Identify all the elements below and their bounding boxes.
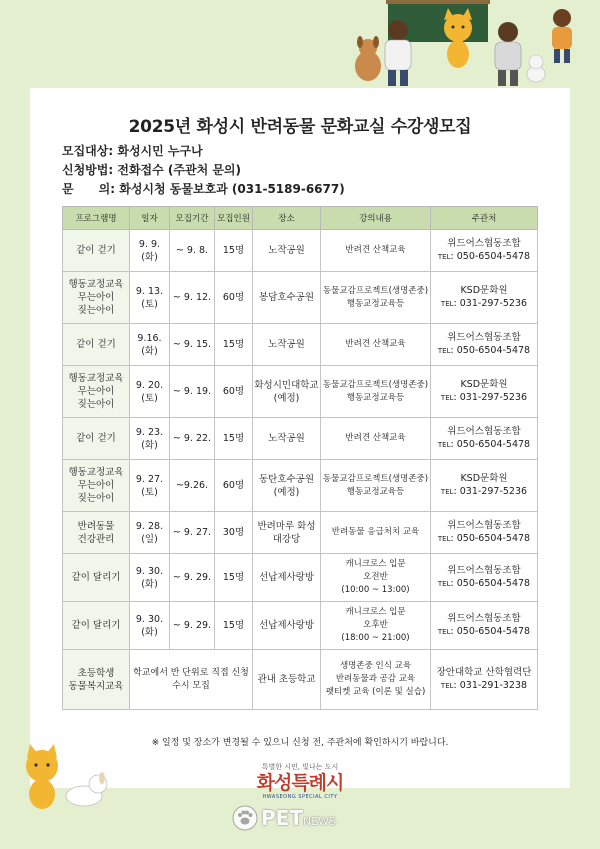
cell-capacity: 60명 — [215, 460, 253, 512]
organizer-tel: TEL: 031-291-3238 — [440, 680, 528, 691]
cell-date: 9. 23. (화) — [130, 418, 170, 460]
cell-place: 관내 초등학교 — [253, 650, 321, 710]
cell-capacity: 60명 — [215, 272, 253, 324]
cell-organizer — [431, 418, 538, 460]
header-capacity: 모집인원 — [215, 207, 253, 230]
cell-program: 행동교정교육 무는아이 짖는아이 — [63, 272, 130, 324]
organizer-name: 위드어스협동조합 — [447, 565, 521, 576]
cell-organizer — [431, 650, 538, 710]
cell-capacity: 30명 — [215, 512, 253, 554]
cell-place: 봉담호수공원 — [253, 272, 321, 324]
cell-date: 9.16. (화) — [130, 324, 170, 366]
cell-period: ~ 9. 27. — [170, 512, 215, 554]
cell-organizer — [431, 602, 538, 650]
cell-organizer — [431, 554, 538, 602]
cell-program: 같이 걷기 — [63, 230, 130, 272]
city-logo — [0, 762, 600, 800]
cell-capacity: 15명 — [215, 602, 253, 650]
organizer-name: 장안대학교 산학협력단 — [436, 667, 532, 678]
cell-period: ~ 9. 15. — [170, 324, 215, 366]
header-date: 일자 — [130, 207, 170, 230]
cell-program: 초등학생 동물복지교육 — [63, 650, 130, 710]
cell-place: 화성시민대학교 (예정) — [253, 366, 321, 418]
table-row — [63, 324, 538, 366]
organizer-name: 위드어스협동조합 — [447, 426, 521, 437]
dog-right-icon — [527, 55, 545, 82]
organizer-name: 위드어스협동조합 — [447, 613, 521, 624]
table-row — [63, 554, 538, 602]
logo-text: 화성특례시 — [256, 772, 344, 794]
cell-date: 9. 28. (일) — [130, 512, 170, 554]
cell-date: 9. 20. (토) — [130, 366, 170, 418]
table-row — [63, 272, 538, 324]
cell-content: 반려견 산책교육 — [321, 324, 431, 366]
paw-icon — [232, 805, 258, 831]
table-row — [63, 512, 538, 554]
cell-capacity: 15명 — [215, 230, 253, 272]
recruitment-info — [62, 142, 345, 199]
cell-program: 같이 달리기 — [63, 602, 130, 650]
table-row — [63, 650, 538, 710]
cell-content: 반려동물 응급처치 교육 — [321, 512, 431, 554]
organizer-tel: TEL: 050-6504-5478 — [437, 439, 531, 450]
cell-place: 선납제사랑방 — [253, 554, 321, 602]
cell-period: ~ 9. 19. — [170, 366, 215, 418]
cell-program: 같이 걷기 — [63, 418, 130, 460]
organizer-name: 위드어스협동조합 — [447, 238, 521, 249]
dog-left-icon — [355, 36, 381, 81]
cell-organizer — [431, 460, 538, 512]
organizer-tel: TEL: 050-6504-5478 — [437, 345, 531, 356]
cell-organizer — [431, 324, 538, 366]
info-target: 모집대상: 화성시민 누구나 — [62, 144, 203, 158]
cell-content: 동물교감프로젝트(생명존중) 행동교정교육등 — [321, 460, 431, 512]
cell-date: 9. 30. (화) — [130, 554, 170, 602]
header-place: 장소 — [253, 207, 321, 230]
cell-program: 반려동물 건강관리 — [63, 512, 130, 554]
cell-date: 9. 30. (화) — [130, 602, 170, 650]
table-row — [63, 418, 538, 460]
cell-capacity: 60명 — [215, 366, 253, 418]
person-left-icon — [385, 20, 411, 86]
logo-slogan: 특별한 시민, 빛나는 도시 — [261, 763, 339, 771]
header-organizer: 주관처 — [431, 207, 538, 230]
watermark-brand: PET — [261, 806, 303, 830]
child-icon — [552, 9, 572, 63]
cell-capacity: 15명 — [215, 324, 253, 366]
cell-place: 반려마루 화성 대강당 — [253, 512, 321, 554]
petnews-watermark — [232, 805, 336, 831]
cell-place: 노작공원 — [253, 324, 321, 366]
organizer-tel: TEL: 050-6504-5478 — [437, 578, 531, 589]
cell-place: 선납제사랑방 — [253, 602, 321, 650]
cell-period: ~ 9. 29. — [170, 602, 215, 650]
cell-period: ~ 9. 8. — [170, 230, 215, 272]
organizer-tel: TEL: 031-297-5236 — [440, 486, 528, 497]
classroom-illustration — [340, 0, 600, 92]
cell-content: 캐니크로스 입문 오후반 (18:00 ~ 21:00) — [321, 602, 431, 650]
table-row — [63, 460, 538, 512]
organizer-name: KSD문화원 — [460, 285, 508, 296]
cell-date: 9. 9. (화) — [130, 230, 170, 272]
header-content: 강의내용 — [321, 207, 431, 230]
cell-date: 9. 13. (토) — [130, 272, 170, 324]
cell-date: 9. 27. (토) — [130, 460, 170, 512]
cell-place: 동탄호수공원 (예정) — [253, 460, 321, 512]
cell-program: 행동교정교육 무는아이 짖는아이 — [63, 460, 130, 512]
info-contact: 문 의: 화성시청 동물보호과 (031-5189-6677) — [62, 182, 345, 196]
table-row — [63, 366, 538, 418]
organizer-tel: TEL: 050-6504-5478 — [437, 626, 531, 637]
cell-period: ~9.26. — [170, 460, 215, 512]
cell-capacity: 15명 — [215, 554, 253, 602]
schedule-table — [62, 206, 538, 710]
table-header-row — [63, 207, 538, 230]
cell-organizer — [431, 230, 538, 272]
cell-organizer — [431, 272, 538, 324]
cell-organizer — [431, 366, 538, 418]
cell-period: ~ 9. 22. — [170, 418, 215, 460]
cell-capacity: 15명 — [215, 418, 253, 460]
header-program: 프로그램명 — [63, 207, 130, 230]
organizer-tel: TEL: 031-297-5236 — [440, 298, 528, 309]
table-row — [63, 230, 538, 272]
info-method: 신청방법: 전화접수 (주관처 문의) — [62, 163, 242, 177]
cell-content: 동물교감프로젝트(생명존중) 행동교정교육등 — [321, 272, 431, 324]
person-right-icon — [495, 22, 521, 86]
cell-period: ~ 9. 29. — [170, 554, 215, 602]
organizer-tel: TEL: 050-6504-5478 — [437, 533, 531, 544]
cell-program: 같이 걷기 — [63, 324, 130, 366]
organizer-name: KSD문화원 — [460, 379, 508, 390]
organizer-tel: TEL: 050-6504-5478 — [437, 251, 531, 262]
cell-program: 행동교정교육 무는아이 짖는아이 — [63, 366, 130, 418]
cell-content: 생명존중 인식 교육 반려동물과 공감 교육 펫티켓 교육 (이론 및 실습) — [321, 650, 431, 710]
header-period: 모집기간 — [170, 207, 215, 230]
notice-text: ※ 일정 및 장소가 변경될 수 있으니 신청 전, 주관처에 확인하시기 바랍니다. — [151, 738, 449, 748]
logo-subtitle: HWASEONG SPECIAL CITY — [262, 794, 338, 800]
table-row — [63, 602, 538, 650]
organizer-name: 위드어스협동조합 — [447, 332, 521, 343]
cell-merged: 학교에서 반 단위로 직접 신청 수시 모집 — [130, 650, 253, 710]
cell-content: 반려견 산책교육 — [321, 230, 431, 272]
cell-content: 반려견 산책교육 — [321, 418, 431, 460]
organizer-name: KSD문화원 — [460, 473, 508, 484]
cell-place: 노작공원 — [253, 230, 321, 272]
organizer-tel: TEL: 031-297-5236 — [440, 392, 528, 403]
cell-content: 캐니크로스 입문 오전반 (10:00 ~ 13:00) — [321, 554, 431, 602]
cell-program: 같이 달리기 — [63, 554, 130, 602]
cell-organizer — [431, 512, 538, 554]
organizer-name: 위드어스협동조합 — [447, 520, 521, 531]
watermark-suffix: NEWS — [302, 815, 337, 828]
cell-content: 동물교감프로젝트(생명존중) 행동교정교육등 — [321, 366, 431, 418]
cell-place: 노작공원 — [253, 418, 321, 460]
cell-period: ~ 9. 12. — [170, 272, 215, 324]
poster-title: 2025년 화성시 반려동물 문화교실 수강생모집 — [128, 117, 472, 137]
